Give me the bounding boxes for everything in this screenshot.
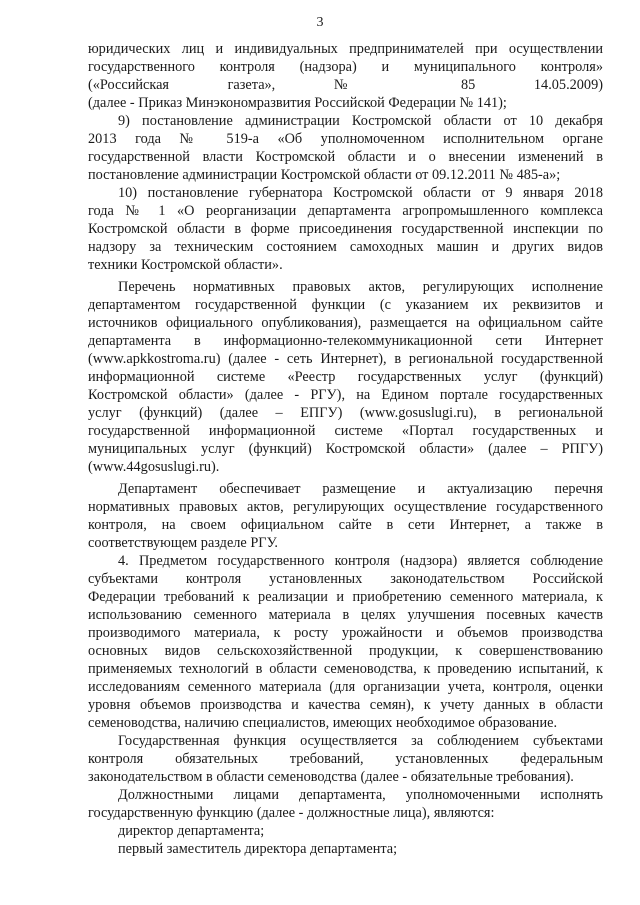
text-line: Костромской области в форме присоединения государственной инспекции по bbox=[88, 221, 603, 237]
text-line: производимого материала, к росту урожайности и объемов производства bbox=[88, 625, 603, 641]
text-line: законодательством в области семеноводства (далее - обязательные требования). bbox=[88, 769, 574, 785]
text-line: семеноводства, наличию специалистов, имеющих необходимое образование. bbox=[88, 715, 558, 731]
text-line: департаментом государственной функции (с указанием их реквизитов и bbox=[88, 297, 603, 313]
text-line: государственного контроля (надзора) и муниципального контроля» bbox=[88, 59, 603, 75]
text-line: муниципальных услуг (функций) Костромской области» (далее – РПГУ) bbox=[88, 441, 603, 457]
text-line: источников официального опубликования), размещается на официальном сайте bbox=[88, 315, 603, 331]
document-body bbox=[88, 40, 603, 858]
text-line: года № 1 «О реорганизации департамента агропромышленного комплекса bbox=[88, 203, 603, 219]
text-line: контроля, на своем официальном сайте в сети Интернет, а также в bbox=[88, 517, 603, 533]
text-line: исследованиям семенного материала (для организации учета, контроля, оценки bbox=[88, 679, 603, 695]
text-line: Перечень нормативных правовых актов, регулирующих исполнение bbox=[118, 279, 603, 295]
text-line: 4. Предметом государственного контроля (надзора) является соблюдение bbox=[118, 553, 603, 569]
text-line: 10) постановление губернатора Костромской области от 9 января 2018 bbox=[118, 185, 603, 201]
text-line: информационной системе «Реестр государственных услуг (функций) bbox=[88, 369, 603, 385]
text-line: нормативных правовых актов, регулирующих осуществление государственного bbox=[88, 499, 603, 515]
text-line: директор департамента; bbox=[118, 823, 265, 839]
text-line: 2013 года № 519-а «Об уполномоченном исполнительном органе bbox=[88, 131, 603, 147]
text-line: контроля обязательных требований, установленных федеральным bbox=[88, 751, 603, 767]
text-line: (далее - Приказ Минэкономразвития Российской Федерации № 141); bbox=[88, 95, 507, 111]
text-line: государственной информационной системе «Портал государственных и bbox=[88, 423, 603, 439]
text-line: Должностными лицами департамента, уполномоченными исполнять bbox=[118, 787, 603, 803]
text-line: надзору за техническим состоянием самоходных машин и других видов bbox=[88, 239, 603, 255]
text-line: (www.44gosuslugi.ru). bbox=[88, 459, 220, 475]
text-line: департамента в информационно-телекоммуникационной сети Интернет bbox=[88, 333, 603, 349]
text-line: («Российская газета», № 85 14.05.2009) bbox=[88, 77, 603, 93]
text-line: государственную функцию (далее - должностные лица), являются: bbox=[88, 805, 495, 821]
text-line: применяемых технологий в области семеноводства, к проведению испытаний, к bbox=[88, 661, 603, 677]
text-line: соответствующем разделе РГУ. bbox=[88, 535, 278, 551]
text-line: первый заместитель директора департамента; bbox=[118, 841, 398, 857]
text-line: услуг (функций) (далее – ЕПГУ) (www.gosuslugi.ru), в региональной bbox=[88, 405, 603, 421]
text-line: использованию семенного материала в целях улучшения посевных качеств bbox=[88, 607, 603, 623]
text-line: Костромской области» (далее - РГУ), на Едином портале государственных bbox=[88, 387, 603, 403]
text-line: основных видов сельскохозяйственной продукции, к совершенствованию bbox=[88, 643, 603, 659]
text-line: юридических лиц и индивидуальных предпринимателей при осуществлении bbox=[88, 41, 603, 57]
text-line: постановление администрации Костромской области от 09.12.2011 № 485-а»; bbox=[88, 167, 561, 183]
text-line: субъектами контроля установленных законодательством Российской bbox=[88, 571, 603, 587]
page-number: 3 bbox=[316, 15, 324, 30]
text-line: государственной власти Костромской области и о внесении изменений в bbox=[88, 149, 603, 165]
text-line: (www.apkkostroma.ru) (далее - сеть Интернет), в региональной государственной bbox=[88, 351, 603, 367]
text-line: техники Костромской области». bbox=[88, 257, 283, 273]
text-line: 9) постановление администрации Костромской области от 10 декабря bbox=[118, 113, 603, 129]
text-line: Федерации требований к реализации и приобретению семенного материала, к bbox=[88, 589, 603, 605]
text-line: Департамент обеспечивает размещение и актуализацию перечня bbox=[118, 481, 603, 497]
text-line: Государственная функция осуществляется за соблюдением субъектами bbox=[118, 733, 603, 749]
text-line: уровня объемов производства и качества семян), к учету данных в области bbox=[88, 697, 603, 713]
